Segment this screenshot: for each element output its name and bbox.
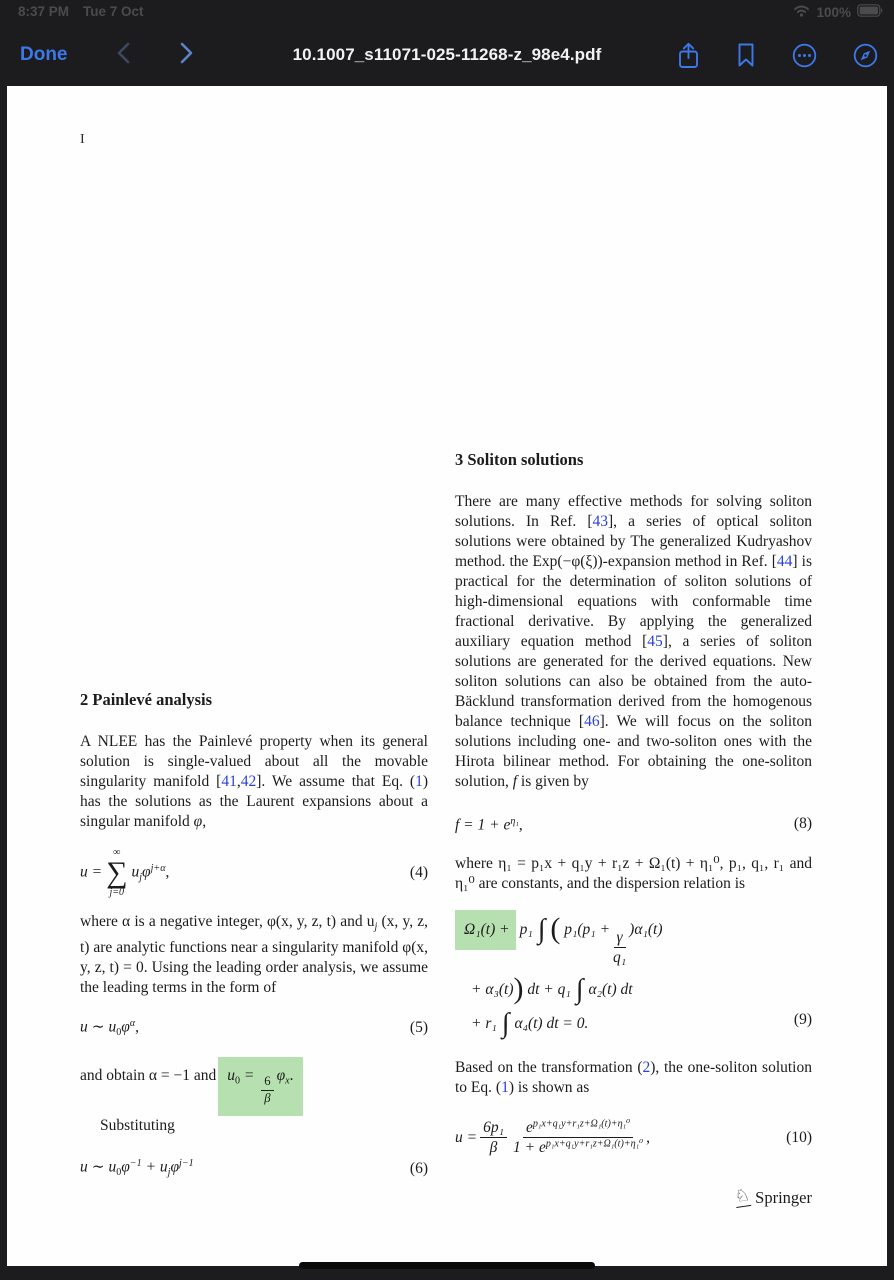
pdf-toolbar [0, 24, 894, 86]
green-highlight-annotation[interactable]: Ω₁(t) + [455, 910, 516, 950]
green-highlight-annotation[interactable]: $u_0$ = $\frac{6}{\beta}$ $\varphi_x$. [218, 1057, 302, 1116]
paragraph: There are many effective methods for solving soliton solutions. In Ref. [43], a series of optical soliton solutions were obtained by The generalized Kudryashov method. the Exp(−φ(ξ))-expansion method in Ref. [44] is practical for the determination of soliton solutions of high-dimensional equations with conformable time fractional derivative. By applying the generalized auxiliary equation method [45], a series of soliton solutions are generated for the derived equations. New soliton solutions can also be obtained from the auto-Bäcklund transformation derived from the homogenous balance technique [46]. We will focus on the soliton solutions including one- and two-soliton ones with the Hirota bilinear method. For obtaining the one-soliton solution, f is given by [455, 493, 813, 790]
citation-link[interactable]: 46 [584, 713, 600, 730]
citation-link[interactable]: 43 [592, 513, 608, 530]
citation-link[interactable]: 42 [240, 773, 257, 790]
integral-symbol: ∫ [537, 913, 546, 945]
equation-link[interactable]: 1 [501, 1078, 509, 1096]
equation-5: u ∼ $u_0\varphi^\alpha$, (5) [80, 1017, 428, 1038]
springer-logo [455, 1185, 812, 1208]
paragraph: where η₁ = p₁x + q₁y + r₁z + Ω₁(t) + η₁⁰, p₁, q₁, r₁ and η₁⁰ are constants, and the dispersion relation is [455, 854, 812, 892]
left-column [80, 690, 428, 1183]
springer-knight-icon: ♘ [733, 1185, 752, 1208]
equation-number: (9) [793, 1010, 812, 1028]
home-indicator[interactable] [299, 1262, 595, 1269]
status-time: 8:37 PM [18, 4, 70, 19]
more-options-icon[interactable] [792, 43, 817, 68]
status-bar [0, 0, 894, 24]
citation-link[interactable]: 45 [647, 633, 663, 650]
battery-icon [857, 4, 884, 20]
integral-symbol: ∫ [575, 973, 584, 1005]
done-button[interactable]: Done [20, 44, 68, 65]
springer-wordmark: Springer [755, 1187, 812, 1207]
pdf-page[interactable] [7, 86, 887, 1266]
equation-4: u = ∞ ∑ j=0 $u_j\varphi^{j+\alpha}$, (4) [80, 847, 428, 898]
equation-number: (6) [409, 1159, 428, 1177]
equation-number: (10) [786, 1128, 812, 1146]
wifi-icon [793, 4, 810, 20]
equation-9: Ω₁(t) + p₁ ∫ ( p₁(p₁ + $\frac{\gamma}{\text{q₁}}$ )α₁(t) + α₃(t)) dt + q₁ ∫ α₂(t) dt + r₁ ∫ α₄(t) dt = 0. (9) [455, 910, 812, 1038]
integral-symbol: ∫ [501, 1007, 510, 1039]
paragraph: and obtain α = −1 and $u_0$ = $\frac{6}{\beta}$ $\varphi_x$. Substituting [80, 1057, 428, 1136]
paragraph-text: Substituting [100, 1117, 175, 1135]
equation-10: u = $\frac{\text{6p₁}}{\beta}$ $\frac{e^{p_1x+q_1y+r_1z+\Omega_1(t)+\eta_1^0}}{1 + e^{p_1x+q_1y+r_1z+\Omega_1(t)+\eta_1^0}}$ , (10) [455, 1118, 812, 1157]
paragraph: where α is a negative integer, φ(x, y, z, t) and $u_j$ (x, y, z, t) are analytic functions near a singularity manifold φ(x, y, z, t) = 0. Using the leading order analysis, we assume the leading terms in the form of [80, 913, 428, 996]
battery-percent: 100% [816, 4, 851, 20]
equation-number: (4) [409, 864, 428, 881]
share-icon[interactable] [677, 42, 700, 69]
equation-6: u ∼ $u_0\varphi^{-1} + u_j\varphi^{j-1}$ (6) [80, 1158, 428, 1179]
paragraph: Based on the transformation (2), the one-soliton solution to Eq. (1) is shown as [455, 1058, 812, 1096]
bookmark-icon[interactable] [736, 42, 756, 68]
section-heading-painleve: 2 Painlevé analysis [80, 690, 213, 709]
equation-link[interactable]: 2 [642, 1058, 651, 1076]
document-title: 10.1007_s11071-025-11268-z_98e4.pdf [292, 45, 602, 64]
equation-8: $f = 1 + e^{\eta_1}$, (8) [455, 814, 812, 834]
summation-symbol: ∑ [106, 856, 128, 889]
status-date: Tue 7 Oct [83, 4, 144, 19]
paragraph: A NLEE has the Painlevé property when its general solution is single-valued about all the movable singularity manifold [41,42]. We assume that Eq. (1) has the solutions as the Laurent expansions about a singular manifold φ, [80, 733, 429, 830]
equation-number: (8) [793, 814, 812, 832]
citation-link[interactable]: 44 [776, 553, 793, 570]
citation-link[interactable]: 41 [221, 773, 237, 790]
equation-number: (5) [409, 1019, 428, 1037]
equation-link[interactable]: 1 [415, 773, 423, 790]
section-heading-soliton: 3 Soliton solutions [455, 450, 584, 469]
right-column [455, 450, 812, 1208]
safari-compass-icon[interactable] [853, 43, 878, 68]
stray-character: I [80, 132, 85, 147]
